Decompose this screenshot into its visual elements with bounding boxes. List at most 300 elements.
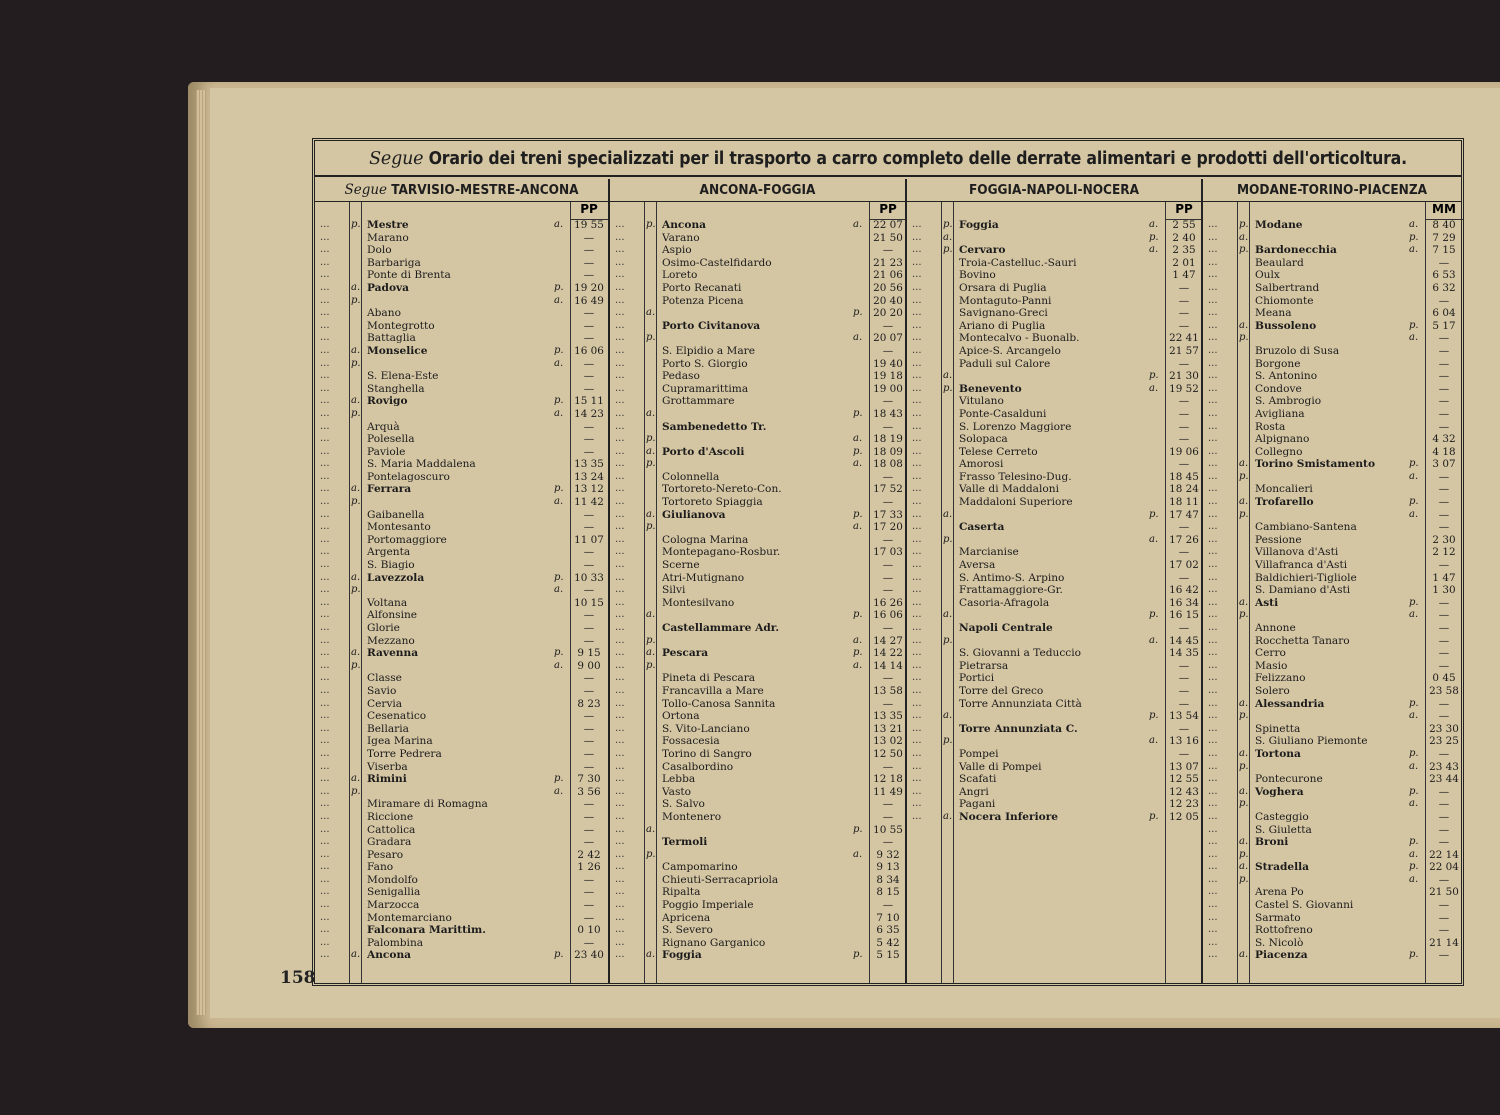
departure-arrival-marker: p.	[1409, 861, 1419, 873]
station-row	[1203, 433, 1461, 446]
empty-cell-dots: ...	[1208, 836, 1218, 848]
station-name: Modane	[1255, 219, 1303, 231]
station-row	[1203, 584, 1461, 597]
station-row	[907, 496, 1201, 509]
departure-arrival-marker: p.	[351, 584, 361, 596]
empty-cell-dots: ...	[615, 936, 625, 948]
station-name: Bruzolo di Susa	[1255, 344, 1340, 357]
empty-cell-dots: ...	[320, 861, 330, 873]
departure-arrival-marker: p.	[1409, 785, 1419, 797]
station-row	[610, 509, 905, 522]
station-row	[1203, 446, 1461, 459]
empty-cell-dots: ...	[912, 810, 922, 822]
empty-cell-dots: ...	[912, 231, 922, 243]
empty-cell-dots: ...	[320, 810, 330, 822]
train-time: —	[583, 823, 595, 836]
station-name: Castellammare Adr.	[662, 622, 780, 634]
train-time: 1 47	[1432, 571, 1456, 584]
departure-arrival-marker: p.	[554, 344, 564, 356]
station-row	[907, 395, 1201, 408]
empty-cell-dots: ...	[320, 684, 330, 696]
station-name: Ponte-Casalduni	[959, 407, 1047, 420]
station-row	[1203, 861, 1461, 874]
station-name: Rovigo	[367, 395, 408, 408]
station-row	[1203, 723, 1461, 736]
empty-cell-dots: ...	[1208, 584, 1218, 596]
station-row	[1203, 244, 1461, 257]
departure-arrival-marker: a.	[554, 407, 564, 419]
train-time: 21 14	[1429, 936, 1459, 949]
station-row	[1203, 899, 1461, 912]
station-name: Montesanto	[367, 521, 431, 534]
station-row	[907, 421, 1201, 434]
departure-arrival-marker: p.	[351, 496, 361, 508]
empty-cell-dots: ...	[615, 634, 625, 646]
empty-cell-dots: ...	[1208, 470, 1218, 482]
train-time: 16 26	[873, 596, 903, 609]
station-row	[610, 735, 905, 748]
empty-cell-dots: ...	[615, 269, 625, 281]
empty-cell-dots: ...	[615, 672, 625, 684]
train-time: 2 35	[1172, 244, 1196, 257]
station-row	[610, 559, 905, 572]
train-time: —	[1178, 294, 1190, 307]
train-time: 14 27	[873, 634, 903, 647]
station-name: Cologna Marina	[662, 533, 749, 546]
train-time: 2 12	[1432, 546, 1456, 559]
departure-arrival-marker: a.	[1409, 798, 1419, 810]
station-name: Glorie	[367, 622, 400, 634]
route-header	[315, 179, 608, 202]
train-time: 13 35	[574, 458, 604, 471]
departure-arrival-marker: a.	[1239, 861, 1249, 873]
train-time: 18 43	[873, 407, 903, 420]
empty-cell-dots: ...	[1208, 672, 1218, 684]
train-time: —	[583, 370, 595, 383]
station-name: Marzocca	[367, 899, 420, 912]
train-time: —	[1178, 521, 1190, 534]
station-row	[610, 421, 905, 434]
station-name: Asti	[1255, 596, 1279, 609]
empty-cell-dots: ...	[912, 483, 922, 495]
empty-cell-dots: ...	[615, 924, 625, 936]
departure-arrival-marker: p.	[646, 521, 656, 533]
empty-cell-dots: ...	[912, 785, 922, 797]
empty-cell-dots: ...	[320, 873, 330, 885]
departure-arrival-marker: a.	[1149, 533, 1159, 545]
station-row	[315, 534, 608, 547]
empty-cell-dots: ...	[320, 219, 330, 230]
station-name: Casalbordino	[662, 760, 734, 773]
train-time: 4 18	[1432, 445, 1456, 458]
empty-cell-dots: ...	[1208, 647, 1218, 659]
station-row	[315, 408, 608, 421]
train-time: 21 57	[1169, 344, 1199, 357]
station-row	[315, 458, 608, 471]
station-name: Casteggio	[1255, 810, 1309, 823]
station-row	[610, 332, 905, 345]
departure-arrival-marker: p.	[646, 848, 656, 860]
station-name: Broni	[1255, 836, 1289, 849]
train-time: 9 15	[577, 647, 601, 660]
train-time: —	[583, 445, 595, 458]
train-time: —	[583, 609, 595, 622]
station-row	[1203, 773, 1461, 786]
empty-cell-dots: ...	[1208, 760, 1218, 772]
train-time: —	[1438, 508, 1450, 521]
empty-cell-dots: ...	[912, 433, 922, 445]
empty-cell-dots: ...	[320, 407, 330, 419]
empty-cell-dots: ...	[615, 785, 625, 797]
empty-cell-dots: ...	[320, 332, 330, 344]
empty-cell-dots: ...	[1208, 445, 1218, 457]
departure-arrival-marker: p.	[1239, 710, 1249, 722]
departure-arrival-marker: a.	[646, 307, 656, 319]
station-row	[610, 446, 905, 459]
departure-arrival-marker: p.	[554, 949, 564, 961]
departure-arrival-marker: a.	[1149, 735, 1159, 747]
train-time: 8 15	[876, 886, 900, 899]
train-time: —	[882, 395, 894, 408]
train-time: —	[1178, 407, 1190, 420]
empty-cell-dots: ...	[320, 785, 330, 797]
station-name: Viserba	[367, 760, 408, 773]
empty-cell-dots: ...	[320, 722, 330, 734]
train-time: —	[882, 571, 894, 584]
empty-cell-dots: ...	[1208, 332, 1218, 344]
station-row	[1203, 232, 1461, 245]
station-row	[907, 307, 1201, 320]
train-time: —	[1438, 559, 1450, 572]
station-name: Arquà	[367, 420, 400, 433]
empty-cell-dots: ...	[1208, 433, 1218, 445]
station-row	[610, 761, 905, 774]
empty-cell-dots: ...	[912, 395, 922, 407]
empty-cell-dots: ...	[615, 483, 625, 495]
station-name: Rosta	[1255, 420, 1286, 433]
empty-cell-dots: ...	[1208, 622, 1218, 633]
empty-cell-dots: ...	[1208, 924, 1218, 936]
empty-cell-dots: ...	[912, 722, 922, 734]
empty-cell-dots: ...	[320, 256, 330, 268]
empty-cell-dots: ...	[1208, 886, 1218, 898]
station-row	[1203, 257, 1461, 270]
station-name: Pontelagoscuro	[367, 470, 450, 483]
empty-cell-dots: ...	[912, 634, 922, 646]
station-name: Condove	[1255, 382, 1302, 395]
station-row	[610, 395, 905, 408]
empty-cell-dots: ...	[1208, 521, 1218, 533]
station-row	[315, 773, 608, 786]
empty-cell-dots: ...	[320, 281, 330, 293]
departure-arrival-marker: a.	[646, 823, 656, 835]
empty-cell-dots: ...	[1208, 307, 1218, 319]
empty-cell-dots: ...	[320, 634, 330, 646]
train-time: 18 24	[1169, 483, 1199, 496]
train-time: 17 52	[873, 483, 903, 496]
empty-cell-dots: ...	[615, 609, 625, 621]
station-name: Baldichieri-Tigliole	[1255, 571, 1357, 584]
departure-arrival-marker: a.	[351, 773, 361, 785]
train-time: —	[882, 810, 894, 823]
station-name: Francavilla a Mare	[662, 684, 764, 697]
station-row	[907, 408, 1201, 421]
station-name: Castel S. Giovanni	[1255, 899, 1354, 912]
empty-cell-dots: ...	[615, 370, 625, 382]
route-column	[315, 179, 608, 983]
train-time: 13 02	[873, 735, 903, 748]
departure-arrival-marker: p.	[943, 382, 953, 394]
empty-cell-dots: ...	[912, 508, 922, 520]
station-name: Masio	[1255, 659, 1288, 672]
departure-arrival-marker: p.	[1149, 370, 1159, 382]
empty-cell-dots: ...	[1208, 395, 1218, 407]
departure-arrival-marker: p.	[646, 458, 656, 470]
empty-cell-dots: ...	[320, 735, 330, 747]
departure-arrival-marker: p.	[351, 659, 361, 671]
station-name: S. Damiano d'Asti	[1255, 584, 1351, 597]
station-name: Montecalvo - Buonalb.	[959, 332, 1080, 345]
train-time: 7 10	[876, 911, 900, 924]
train-time: —	[1438, 395, 1450, 408]
station-row	[315, 949, 608, 962]
empty-cell-dots: ...	[615, 521, 625, 533]
departure-arrival-marker: p.	[554, 647, 564, 659]
departure-arrival-marker: a.	[1409, 470, 1419, 482]
station-row	[315, 886, 608, 899]
train-time: 23 58	[1429, 684, 1459, 697]
station-name: Palombina	[367, 936, 424, 949]
empty-cell-dots: ...	[320, 710, 330, 722]
departure-arrival-marker: a.	[351, 571, 361, 583]
station-row	[315, 232, 608, 245]
train-time: 21 23	[873, 256, 903, 269]
station-row	[315, 320, 608, 333]
empty-cell-dots: ...	[615, 810, 625, 822]
departure-arrival-marker: p.	[1239, 760, 1249, 772]
empty-cell-dots: ...	[1208, 936, 1218, 948]
train-time: —	[882, 899, 894, 912]
station-row	[1203, 710, 1461, 723]
train-time: —	[1438, 332, 1450, 345]
train-time: —	[1438, 798, 1450, 811]
empty-cell-dots: ...	[912, 344, 922, 356]
station-row	[907, 358, 1201, 371]
empty-cell-dots: ...	[320, 647, 330, 659]
empty-cell-dots: ...	[615, 508, 625, 520]
departure-arrival-marker: a.	[853, 848, 863, 860]
train-time: 17 47	[1169, 508, 1199, 521]
empty-cell-dots: ...	[320, 420, 330, 432]
empty-cell-dots: ...	[615, 332, 625, 344]
station-name: Igea Marina	[367, 735, 433, 748]
station-name: Amorosi	[959, 458, 1004, 471]
train-time: —	[1438, 949, 1450, 962]
departure-arrival-marker: a.	[1239, 785, 1249, 797]
train-time: 16 06	[873, 609, 903, 622]
train-time: —	[1178, 458, 1190, 471]
route-header	[610, 179, 905, 202]
station-name: Orsara di Puglia	[959, 281, 1047, 294]
train-time: —	[882, 470, 894, 483]
station-row	[1203, 295, 1461, 308]
departure-arrival-marker: p.	[1409, 458, 1419, 470]
station-name: Vasto	[662, 785, 692, 798]
departure-arrival-marker: p.	[853, 407, 863, 419]
station-row	[907, 723, 1201, 736]
train-time: —	[1178, 684, 1190, 697]
departure-arrival-marker: p.	[1149, 609, 1159, 621]
station-name: Cerro	[1255, 647, 1286, 660]
station-name: Pessione	[1255, 533, 1302, 546]
station-row	[907, 635, 1201, 648]
station-name: S. Antonino	[1255, 370, 1318, 383]
station-name: Torino di Sangro	[662, 747, 752, 760]
station-name: Alessandria	[1255, 697, 1325, 710]
train-time: 22 04	[1429, 861, 1459, 874]
station-row	[315, 509, 608, 522]
station-row	[315, 496, 608, 509]
train-time: —	[583, 546, 595, 559]
empty-cell-dots: ...	[912, 773, 922, 785]
train-time: —	[583, 836, 595, 849]
route-column	[905, 179, 1201, 983]
timetable-frame	[312, 138, 1464, 986]
train-time: —	[583, 433, 595, 446]
station-row	[907, 370, 1201, 383]
station-row	[315, 370, 608, 383]
station-row	[1203, 408, 1461, 421]
station-name: Mestre	[367, 219, 409, 231]
empty-cell-dots: ...	[615, 533, 625, 545]
station-row	[610, 811, 905, 824]
train-time: —	[1438, 609, 1450, 622]
departure-arrival-marker: p.	[943, 634, 953, 646]
station-row	[1203, 421, 1461, 434]
station-row	[610, 345, 905, 358]
station-row	[907, 559, 1201, 572]
train-code: PP	[570, 202, 608, 220]
train-time: 8 40	[1432, 219, 1456, 231]
train-time: —	[1438, 747, 1450, 760]
station-name: Dolo	[367, 244, 392, 257]
empty-cell-dots: ...	[320, 470, 330, 482]
empty-cell-dots: ...	[912, 622, 922, 633]
empty-cell-dots: ...	[615, 684, 625, 696]
train-time: 10 33	[574, 571, 604, 584]
station-row	[907, 244, 1201, 257]
station-name: Cattolica	[367, 823, 416, 836]
station-row	[315, 824, 608, 837]
station-row	[907, 483, 1201, 496]
departure-arrival-marker: p.	[943, 219, 953, 230]
train-time: —	[1438, 823, 1450, 836]
station-name: Troia-Castelluc.-Sauri	[959, 256, 1077, 269]
route-table	[1203, 202, 1461, 983]
station-row	[1203, 660, 1461, 673]
station-name: Cambiano-Santena	[1255, 521, 1357, 534]
train-time: 6 35	[876, 924, 900, 937]
empty-cell-dots: ...	[912, 798, 922, 810]
train-time: 17 33	[873, 508, 903, 521]
empty-cell-dots: ...	[320, 672, 330, 684]
station-name: Ravenna	[367, 647, 419, 660]
train-time: 13 21	[873, 722, 903, 735]
station-name: Osimo-Castelfidardo	[662, 256, 772, 269]
station-row	[610, 584, 905, 597]
empty-cell-dots: ...	[320, 697, 330, 709]
departure-arrival-marker: a.	[1239, 747, 1249, 759]
station-name: Miramare di Romagna	[367, 798, 488, 811]
station-name: Maddaloni Superiore	[959, 496, 1073, 509]
station-name: Aversa	[959, 559, 996, 572]
station-name: Lebba	[662, 773, 696, 786]
departure-arrival-marker: p.	[646, 219, 656, 230]
station-row	[907, 786, 1201, 799]
empty-cell-dots: ...	[615, 710, 625, 722]
station-name: Voghera	[1255, 785, 1304, 798]
train-time: 14 45	[1169, 634, 1199, 647]
empty-cell-dots: ...	[1208, 911, 1218, 923]
train-time: 12 23	[1169, 798, 1199, 811]
empty-cell-dots: ...	[320, 936, 330, 948]
station-row	[315, 811, 608, 824]
station-row	[315, 647, 608, 660]
station-name: Frasso Telesino-Dug.	[959, 470, 1072, 483]
empty-cell-dots: ...	[320, 294, 330, 306]
station-name: Battaglia	[367, 332, 416, 345]
empty-cell-dots: ...	[615, 836, 625, 848]
departure-arrival-marker: a.	[646, 609, 656, 621]
departure-arrival-marker: p.	[554, 773, 564, 785]
train-time: 3 56	[577, 785, 601, 798]
train-code: MM	[1425, 202, 1463, 220]
station-list	[907, 219, 1201, 824]
station-row	[907, 811, 1201, 824]
empty-cell-dots: ...	[320, 622, 330, 633]
station-row	[1203, 496, 1461, 509]
departure-arrival-marker: a.	[1409, 710, 1419, 722]
empty-cell-dots: ...	[320, 571, 330, 583]
station-name: Falconara Marittim.	[367, 924, 486, 937]
station-row	[610, 307, 905, 320]
page-edges	[196, 90, 206, 1015]
station-row	[610, 685, 905, 698]
train-time: —	[882, 836, 894, 849]
station-name: Montenero	[662, 810, 722, 823]
train-time: —	[882, 559, 894, 572]
empty-cell-dots: ...	[1208, 747, 1218, 759]
station-row	[610, 496, 905, 509]
station-name: Grottammare	[662, 395, 735, 408]
station-row	[610, 786, 905, 799]
station-row	[315, 584, 608, 597]
station-row	[610, 886, 905, 899]
train-time: 2 30	[1432, 533, 1456, 546]
departure-arrival-marker: p.	[1409, 496, 1419, 508]
empty-cell-dots: ...	[1208, 281, 1218, 293]
station-row	[315, 572, 608, 585]
station-row	[315, 836, 608, 849]
station-name: Tortona	[1255, 747, 1301, 760]
train-time: —	[1178, 722, 1190, 735]
train-time: —	[583, 319, 595, 332]
empty-cell-dots: ...	[912, 647, 922, 659]
empty-cell-dots: ...	[615, 722, 625, 734]
departure-arrival-marker: p.	[1239, 470, 1249, 482]
train-time: 15 11	[574, 395, 604, 408]
station-row	[1203, 874, 1461, 887]
